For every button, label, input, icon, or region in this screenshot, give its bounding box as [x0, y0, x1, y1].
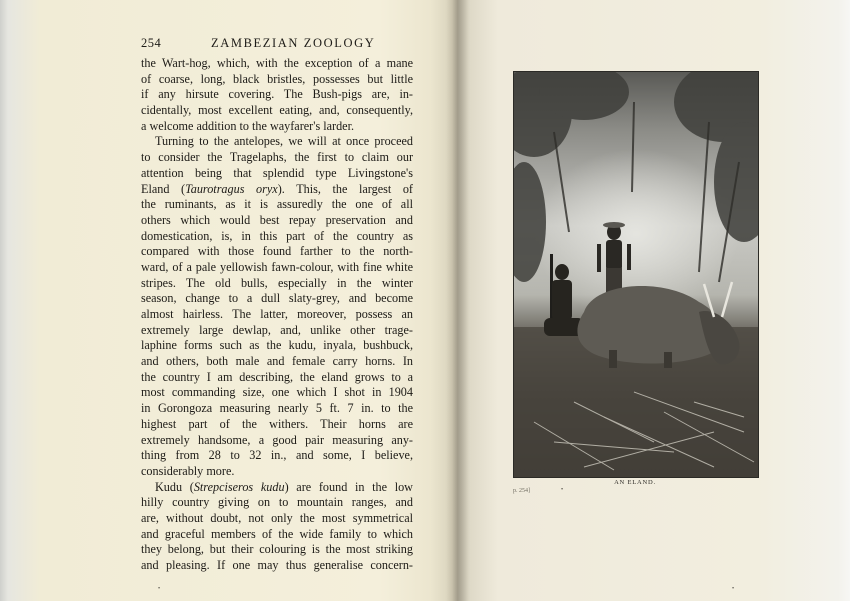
text-line: almost hairless. The latter, moreover, possess an — [141, 307, 413, 321]
text-line: and others, both male and female carry horns. In — [141, 354, 413, 369]
text-line: ward, of a pale yellowish fawn-colour, with fine white — [141, 259, 413, 274]
text-line: considerably more. — [141, 463, 235, 478]
text-line: thing from 28 to 32 in., and some, I believe, — [141, 448, 413, 463]
text-line: others which would best repay preservation and — [141, 212, 413, 227]
page-number: 254 — [141, 36, 162, 50]
text-line: a welcome addition to the wayfarer's larder. — [141, 118, 355, 133]
text-line: highest part of the withers. Their horns are — [141, 416, 413, 431]
text-line: to consider the Tragelaphs, the first to claim our — [141, 150, 413, 165]
text-line: Kudu (Strepciseros kudu) are found in the low — [155, 479, 413, 494]
plate-page-reference: p. 254] — [513, 488, 530, 494]
text-line: the ruminants, as it is assuredly the one of all — [141, 197, 413, 212]
text-line: Eland (Taurotragus oryx). This, the largest of — [141, 181, 413, 196]
running-head — [141, 36, 413, 54]
text-line: of coarse, long, black bristles, possesses but little — [141, 71, 413, 86]
photo-illustration — [514, 72, 758, 477]
text-line: most commanding size, one which I shot in 1904 — [141, 385, 413, 400]
text-line: hilly country giving on to mountain ranges, and — [141, 495, 413, 510]
text-line: laphine forms such as the kudu, inyala, bushbuck, — [141, 338, 413, 353]
page-mark-right: • — [732, 586, 735, 592]
text-line: stripes. The old bulls, especially in the winter — [141, 275, 413, 290]
text-line: in Gorongoza measuring nearly 5 ft. 7 in. to the — [141, 401, 413, 416]
page-mark: • — [158, 586, 161, 592]
text-line: Turning to the antelopes, we will at once proceed — [155, 134, 413, 149]
text-line: the Wart-hog, which, with the exception of a mane — [141, 56, 413, 70]
text-line: they belong, but their colouring is the most striking — [141, 542, 413, 557]
text-line: attention being that splendid type Livingstone's — [141, 165, 413, 180]
plate-mark: • — [561, 487, 564, 493]
text-line: and pleasing. If one may thus generalise concern- — [141, 558, 413, 572]
text-line: if any hirsute covering. The Bush-pigs are, in- — [141, 87, 413, 102]
text-line: compared with those found farther to the north- — [141, 244, 413, 259]
text-line: extremely large dewlap, and, unlike other trage- — [141, 322, 413, 337]
plate-caption: AN ELAND. — [614, 479, 656, 486]
text-line: domestication, is, in this part of the country as — [141, 228, 413, 243]
text-line: and graceful members of the wide family to which — [141, 526, 413, 541]
text-line: the country I am describing, the eland grows to a — [141, 369, 413, 384]
body-text — [141, 56, 413, 574]
text-line: season, change to a dull slaty-grey, and become — [141, 291, 413, 306]
running-head-title: ZAMBEZIAN ZOOLOGY — [211, 36, 376, 50]
eland-photograph — [513, 71, 759, 478]
text-line: cidentally, most excellent eating, and, consequently, — [141, 103, 413, 118]
book-gutter — [446, 0, 470, 601]
text-line: are, without doubt, not only the most symmetrical — [141, 510, 413, 525]
text-line: extremely handsome, a good pair measuring any- — [141, 432, 413, 447]
